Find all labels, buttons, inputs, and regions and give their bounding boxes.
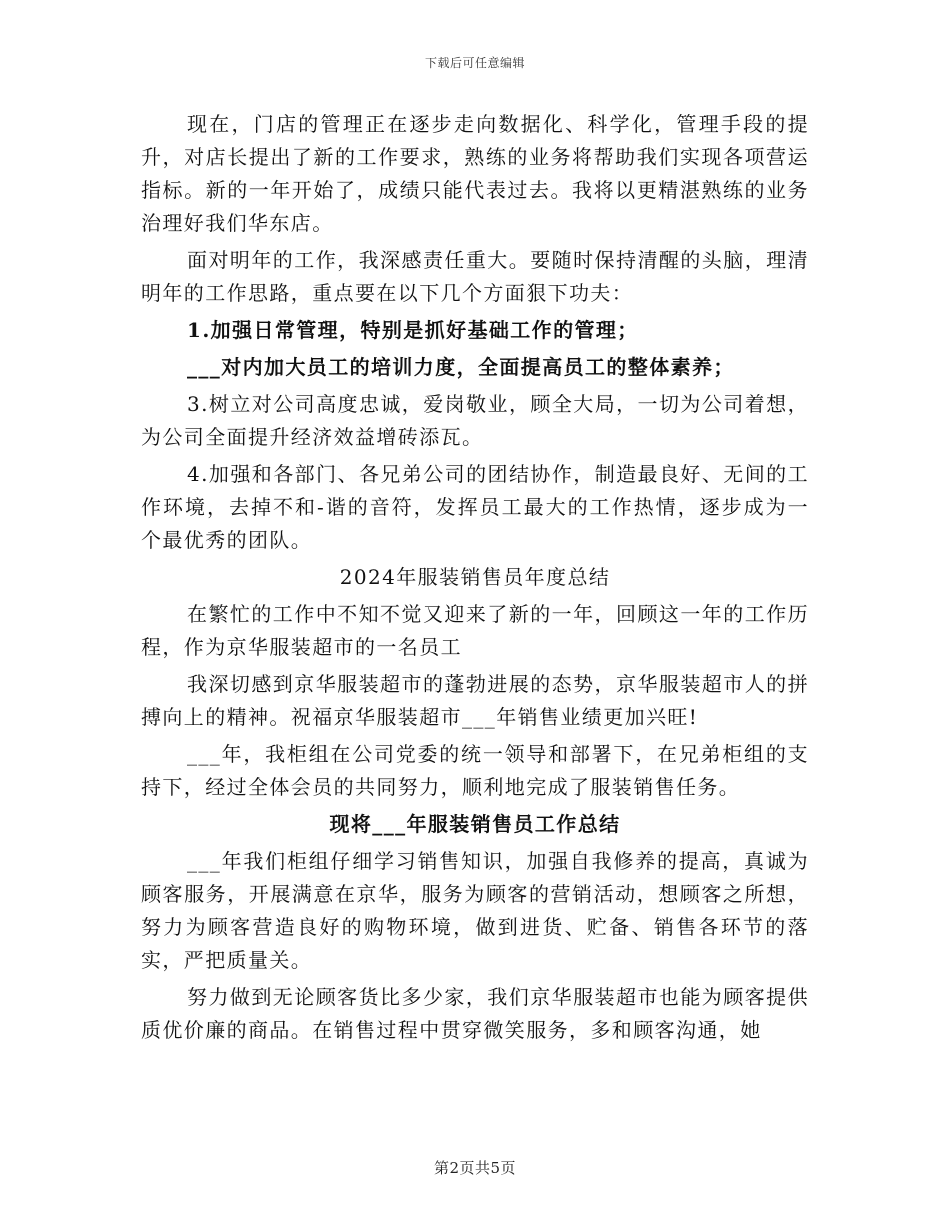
paragraph-supermarket: 我深切感到京华服装超市的蓬勃进展的态势，京华服装超市人的拼搏向上的精神。祝福京华服装超市___年销售业绩更加兴旺! [141, 672, 809, 729]
list-item-2: ___对内加大员工的培训力度，全面提高员工的整体素养； [187, 355, 735, 379]
paragraph-year-summary: ___年，我柜组在公司党委的统一领导和部署下，在兄弟柜组的支持下，经过全体会员的共同努力，顺利地完成了服装销售任务。 [141, 742, 809, 799]
paragraph-service: 努力做到无论顾客货比多少家，我们京华服装超市也能为顾客提供质优价廉的商品。在销售过程中贯穿微笑服务，多和顾客沟通，她 [141, 985, 809, 1042]
paragraph-store-management: 现在，门店的管理正在逐步走向数据化、科学化，管理手段的提升，对店长提出了新的工作要求，熟练的业务将帮助我们实现各项营运指标。新的一年开始了，成绩只能代表过去。我将以更精湛熟练的业务治理好我们华东店。 [141, 112, 809, 235]
list-item-1: 1.加强日常管理，特别是抓好基础工作的管理； [187, 318, 639, 342]
list-item-3: 3.树立对公司高度忠诚，爱岗敬业，顾全大局，一切为公司着想，为公司全面提升经济效益增砖添瓦。 [141, 392, 809, 449]
section-subtitle: 现将___年服装销售员工作总结 [329, 812, 621, 836]
paragraph-sales-knowledge: ___年我们柜组仔细学习销售知识，加强自我修养的提高，真诚为顾客服务，开展满意在京华，服务为顾客的营销活动，想顾客之所想，努力为顾客营造良好的购物环境，做到进货、贮备、销售各环节的落实，严把质量关。 [141, 849, 809, 972]
section-title: 2024年服装销售员年度总结 [339, 565, 611, 589]
paragraph-next-year-work: 面对明年的工作，我深感责任重大。要随时保持清醒的头脑，理清明年的工作思路，重点要在以下几个方面狠下功夫： [141, 248, 809, 305]
list-item-4: 4.加强和各部门、各兄弟公司的团结协作，制造最良好、无间的工作环境，去掉不和-谐的音符，发挥员工最大的工作热情，逐步成为一个最优秀的团队。 [141, 462, 809, 552]
page-number: 第2页共5页 [433, 1159, 517, 1177]
page-header: 下载后可任意编辑 [424, 56, 525, 70]
document-body [141, 108, 809, 1051]
paragraph-intro: 在繁忙的工作中不知不觉又迎来了新的一年，回顾这一年的工作历程，作为京华服装超市的一名员工 [141, 602, 809, 659]
